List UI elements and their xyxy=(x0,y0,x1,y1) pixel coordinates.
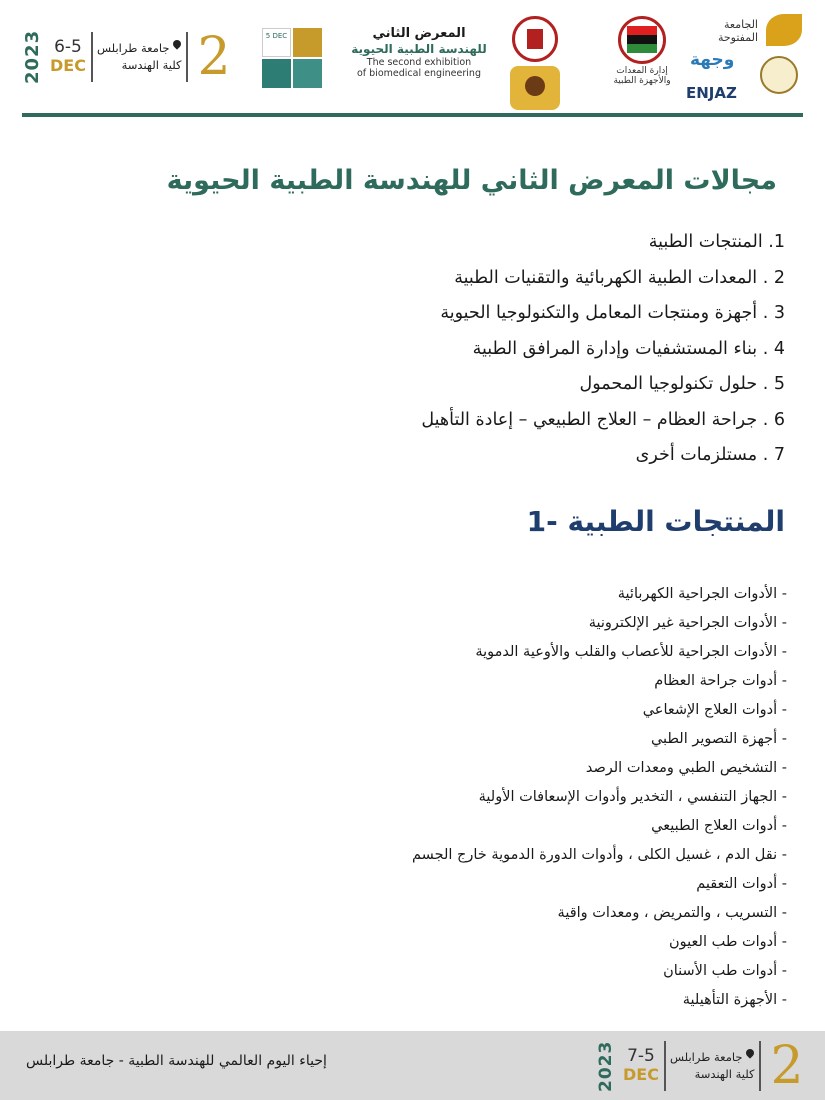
list-item: - أدوات العلاج الإشعاعي xyxy=(642,702,787,718)
exhibition-icon-logo xyxy=(262,28,322,90)
university-seal-logo xyxy=(512,16,558,62)
list-item: 7 . مستلزمات أخرى xyxy=(635,445,785,465)
footer-date-divider xyxy=(664,1041,666,1091)
list-item: - أدوات العلاج الطبيعي xyxy=(651,818,787,834)
list-item: - نقل الدم ، غسيل الكلى ، وأدوات الدورة الدموية خارج الجسم xyxy=(412,847,787,863)
expo-title-ar-line2: للهندسة الطبية الحيوية xyxy=(351,42,487,56)
header-days: 6-5 xyxy=(54,37,82,57)
expo-title-en-line1: The second exhibition xyxy=(366,57,472,68)
location-pin-icon xyxy=(745,1049,755,1061)
header-venue xyxy=(97,40,182,74)
list-item: 2 . المعدات الطبية الكهربائية والتقنيات الطبية xyxy=(454,267,785,288)
list-item: - أجهزة التصوير الطبي xyxy=(650,731,787,747)
list-item: - أدوات التعقيم xyxy=(696,876,787,892)
medical-products-list xyxy=(187,580,787,1015)
subsection-title: 1- المنتجات الطبية xyxy=(526,505,785,538)
list-item: 1. المنتجات الطبية xyxy=(648,232,785,252)
flag-green-stripe xyxy=(627,44,657,53)
footer-edition-number: 2 xyxy=(770,1036,804,1096)
footer-city: جامعة طرابلس xyxy=(670,1050,743,1064)
footer-year: 2023 xyxy=(596,1040,616,1092)
logo-tile-teal xyxy=(262,59,291,88)
list-item: - الأجهزة التأهيلية xyxy=(682,992,787,1008)
flag-black-stripe xyxy=(627,35,657,44)
footer-venue xyxy=(670,1049,755,1083)
engineering-gear-logo xyxy=(510,66,560,110)
header-faculty: كلية الهندسة xyxy=(121,58,182,72)
header-year: 2023 xyxy=(22,29,43,85)
libya-logo-caption: إدارة المعدات والأجهزة الطبية xyxy=(613,66,671,86)
enjaz-logo: ENJAZ xyxy=(686,84,737,102)
section-title: مجالات المعرض الثاني للهندسة الطبية الحيوية xyxy=(166,165,777,196)
libya-flag-logo xyxy=(618,16,666,64)
header-divider xyxy=(22,113,803,117)
footer-date-block xyxy=(596,1037,804,1095)
header-date-divider xyxy=(91,32,93,82)
list-item: 6 . جراحة العظام – العلاج الطبيعي – إعادة التأهيل xyxy=(421,409,785,430)
list-item: 3 . أجهزة ومنتجات المعامل والتكنولوجيا الحيوية xyxy=(440,303,785,323)
list-item: - الأدوات الجراحية الكهربائية xyxy=(617,586,787,602)
bird-logo-icon xyxy=(766,14,802,46)
header-month: DEC xyxy=(50,56,86,75)
header-edition-number: 2 xyxy=(197,27,231,87)
list-item: 5 . حلول تكنولوجيا المحمول xyxy=(579,374,785,394)
list-item: - التسريب ، والتمريض ، ومعدات واقية xyxy=(557,905,787,921)
round-seal-logo xyxy=(760,56,798,94)
open-university-logo xyxy=(686,18,758,48)
header-date-box xyxy=(49,38,87,76)
list-item: - الأدوات الجراحية غير الإلكترونية xyxy=(588,615,787,631)
footer-month: DEC xyxy=(623,1065,659,1084)
list-item: - أدوات طب الأسنان xyxy=(663,963,787,979)
list-item: - التشخيص الطبي ومعدات الرصد xyxy=(585,760,787,776)
wajha-logo: وجهة xyxy=(690,50,735,70)
footer-date-box xyxy=(622,1047,660,1085)
logo-tile-teal-2 xyxy=(293,59,322,88)
header-date-block xyxy=(22,26,231,88)
page-footer xyxy=(0,1031,825,1100)
open-university-name: الجامعة المفتوحة xyxy=(717,18,758,44)
list-item: - الأدوات الجراحية للأعصاب والقلب والأوعية الدموية xyxy=(475,644,787,660)
list-item: - أدوات طب العيون xyxy=(669,934,787,950)
header-venue-divider xyxy=(186,32,188,82)
list-item: 4 . بناء المستشفيات وإدارة المرافق الطبية xyxy=(472,338,785,359)
location-pin-icon xyxy=(172,40,182,52)
flag-red-stripe xyxy=(627,26,657,35)
exhibition-fields-list xyxy=(225,225,785,474)
footer-venue-divider xyxy=(759,1041,761,1091)
logo-tile-gold xyxy=(293,28,322,57)
expo-title-ar-line1: المعرض الثاني xyxy=(372,26,466,41)
page-header xyxy=(0,0,825,122)
footer-faculty: كلية الهندسة xyxy=(694,1067,755,1081)
list-item: - أدوات جراحة العظام xyxy=(654,673,787,689)
header-city: جامعة طرابلس xyxy=(97,41,170,55)
list-item: - الجهاز التنفسي ، التخدير وأدوات الإسعافات الأولية xyxy=(478,789,787,805)
expo-title-en-line2: of biomedical engineering xyxy=(357,68,481,79)
small-logo-label: 5 DEC xyxy=(262,28,291,57)
exhibition-title-logo xyxy=(340,26,498,79)
footer-text: إحياء اليوم العالمي للهندسة الطبية - جامعة طرابلس xyxy=(26,1053,327,1069)
footer-days: 7-5 xyxy=(627,1046,655,1066)
